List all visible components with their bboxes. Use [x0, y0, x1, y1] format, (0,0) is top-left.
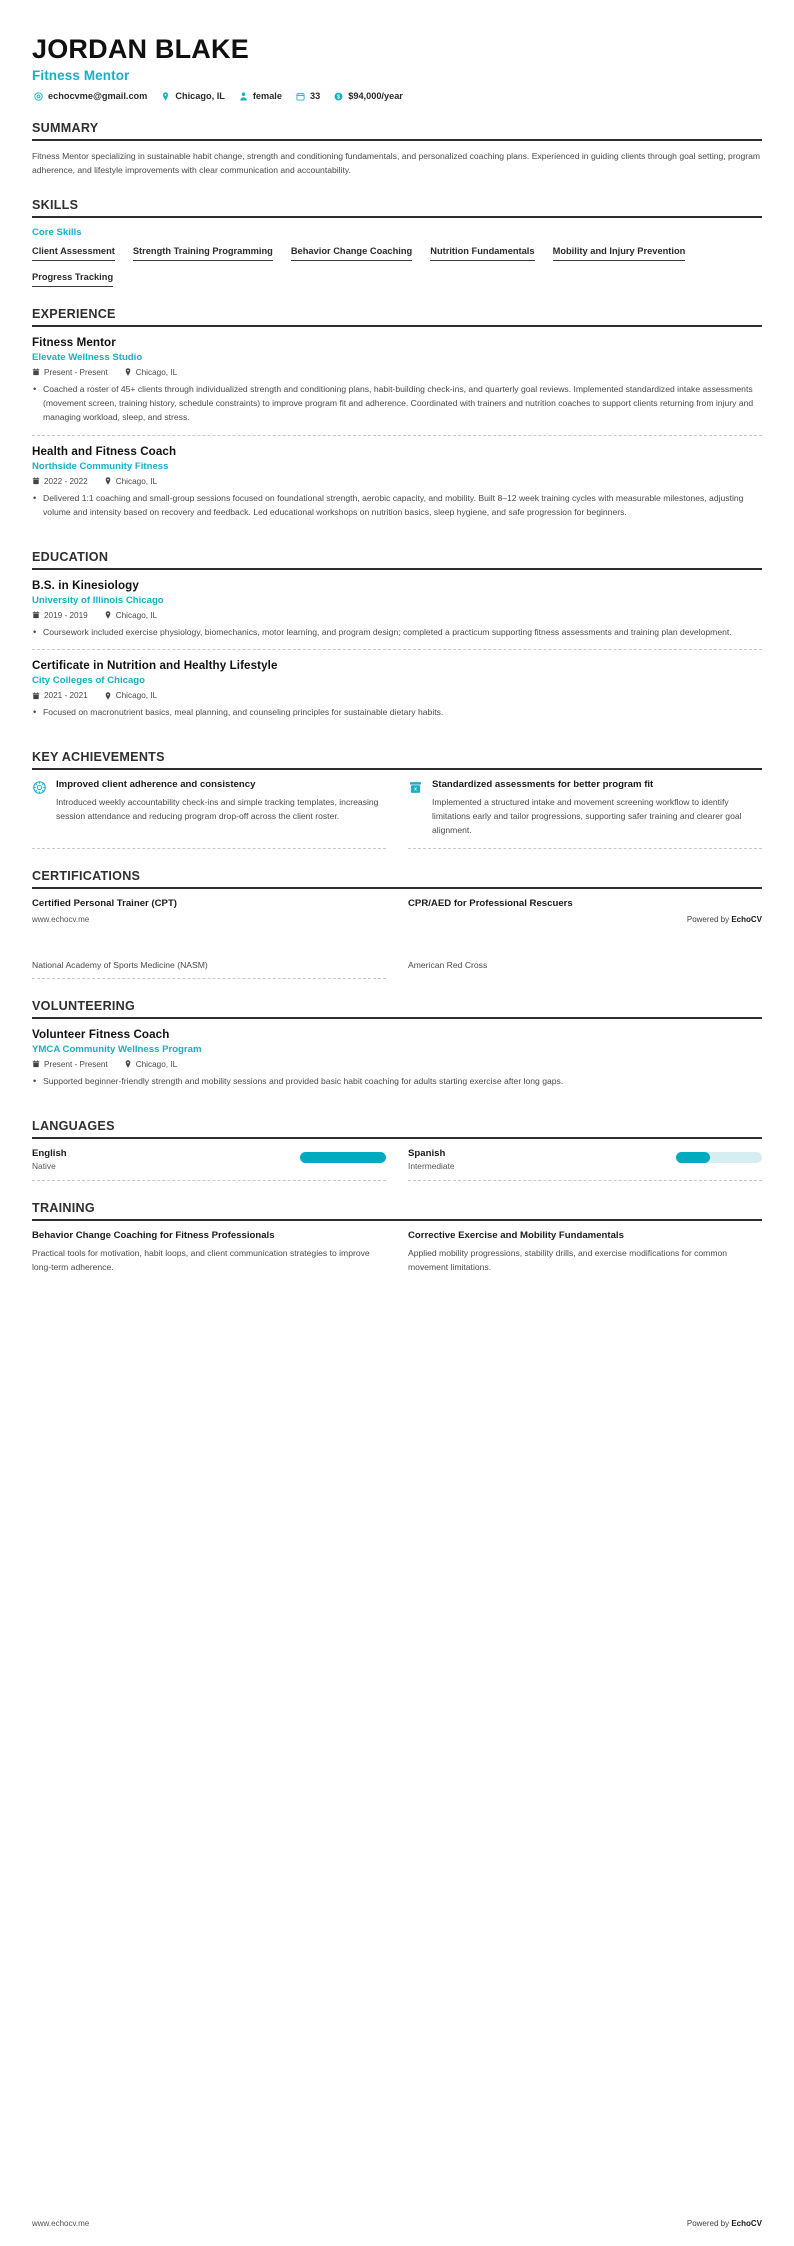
experience-location-value: Chicago, IL	[135, 367, 178, 377]
contact-location	[161, 91, 225, 101]
section-languages	[32, 1119, 762, 1181]
section-title-certifications: CERTIFICATIONS	[32, 868, 141, 883]
education-degree: Certificate in Nutrition and Healthy Lifestyle	[32, 659, 278, 673]
section-title-key-achievements: KEY ACHIEVEMENTS	[32, 750, 165, 765]
certification-issuer: American Red Cross	[408, 959, 488, 970]
contact-location-value: Chicago, IL	[175, 91, 225, 102]
volunteering-dates	[32, 1060, 108, 1069]
svg-text:$: $	[337, 93, 341, 100]
language-name: English	[32, 1147, 67, 1159]
candidate-name: JORDAN BLAKE	[32, 34, 249, 64]
footer-site[interactable]: www.echocv.me	[32, 914, 90, 924]
training-title: Behavior Change Coaching for Fitness Professionals	[32, 1229, 275, 1241]
education-entry	[32, 579, 762, 650]
footer-powered-prefix: Powered by	[686, 914, 732, 924]
location-pin-icon	[104, 692, 112, 700]
education-entry	[32, 649, 762, 730]
languages-grid	[32, 1148, 762, 1181]
language-item	[32, 1148, 386, 1181]
contact-email[interactable]	[34, 91, 147, 101]
skills-group-label: Core Skills	[32, 226, 82, 238]
skill-item: Client Assessment	[32, 246, 115, 261]
section-divider	[32, 568, 762, 570]
key-achievement-description: Implemented a structured intake and movement screening workflow to identify limitations early and tailor progressions, supporting safer training and clearer goal alignment.	[432, 796, 742, 835]
volunteering-location-value: Chicago, IL	[135, 1059, 178, 1069]
clipboard-icon	[408, 780, 423, 795]
education-location-value: Chicago, IL	[115, 691, 158, 701]
experience-dates	[32, 368, 108, 377]
footer-site[interactable]: www.echocv.me	[32, 2219, 90, 2228]
experience-bullets	[32, 383, 762, 425]
key-achievement-item	[32, 779, 386, 848]
education-org: City Colleges of Chicago	[32, 675, 146, 687]
education-dates	[32, 691, 88, 700]
experience-meta	[32, 477, 762, 486]
section-divider	[32, 139, 762, 141]
education-degree: B.S. in Kinesiology	[32, 578, 139, 592]
location-pin-icon	[104, 477, 112, 485]
section-title-education: EDUCATION	[32, 549, 109, 564]
footer-powered-prefix: Powered by	[686, 2219, 732, 2228]
section-certifications	[32, 869, 762, 979]
footer-powered-by	[687, 915, 762, 924]
training-description: Practical tools for motivation, habit loops, and client communication strategies to improve long-term adherence.	[32, 1248, 370, 1273]
dollar-coin-icon	[334, 92, 343, 101]
experience-org: Elevate Wellness Studio	[32, 351, 143, 363]
location-pin-icon	[161, 92, 170, 101]
volunteering-role: Volunteer Fitness Coach	[32, 1027, 170, 1041]
skill-item: Progress Tracking	[32, 272, 113, 287]
calendar-icon	[296, 92, 305, 101]
email-icon	[34, 92, 43, 101]
education-dates-value: 2019 - 2019	[44, 610, 88, 620]
training-item	[32, 1230, 386, 1276]
skill-item: Mobility and Injury Prevention	[553, 246, 686, 261]
calendar-icon	[32, 368, 40, 376]
bullet-item: • Coursework included exercise physiology, biomechanics, motor learning, and program design; completed a practicum supporting fitness assessments and training plan development.	[32, 626, 762, 640]
skill-item: Strength Training Programming	[133, 246, 273, 261]
section-training	[32, 1201, 762, 1276]
experience-location	[104, 477, 157, 486]
experience-org: Northside Community Fitness	[32, 460, 169, 472]
section-skills	[32, 198, 762, 287]
language-proficiency-fill	[300, 1152, 386, 1163]
section-title-volunteering: VOLUNTEERING	[32, 998, 136, 1013]
footer-brand: EchoCV	[731, 914, 762, 924]
section-title-languages: LANGUAGES	[32, 1118, 115, 1133]
section-education	[32, 550, 762, 731]
section-title-summary: SUMMARY	[32, 121, 99, 136]
contact-row	[32, 91, 762, 101]
skill-list	[32, 246, 762, 287]
section-divider	[32, 887, 762, 889]
certifications-names-row	[32, 898, 762, 909]
key-achievement-item	[408, 779, 762, 848]
certification-name: Certified Personal Trainer (CPT)	[32, 897, 178, 909]
section-title-experience: EXPERIENCE	[32, 306, 116, 321]
volunteering-meta	[32, 1060, 762, 1069]
certifications-issuers-row	[32, 960, 762, 979]
section-volunteering	[32, 999, 762, 1099]
contact-age-value: 33	[309, 91, 321, 102]
experience-meta	[32, 368, 762, 377]
experience-role: Health and Fitness Coach	[32, 444, 177, 458]
gear-icon	[32, 780, 47, 795]
skill-item: Behavior Change Coaching	[291, 246, 412, 261]
language-proficiency-fill	[676, 1152, 710, 1163]
experience-bullets	[32, 492, 762, 520]
section-divider	[32, 325, 762, 327]
experience-dates	[32, 477, 88, 486]
location-pin-icon	[124, 1060, 132, 1068]
experience-dates-value: Present - Present	[44, 367, 108, 377]
section-divider	[32, 1137, 762, 1139]
certification-issuer: National Academy of Sports Medicine (NASM)	[32, 960, 386, 979]
calendar-icon	[32, 1060, 40, 1068]
candidate-job-title: Fitness Mentor	[32, 68, 130, 84]
contact-email-value: echocvme@gmail.com	[48, 91, 148, 102]
summary-text: Fitness Mentor specializing in sustainable habit change, strength and conditioning fundamentals, and personalized coaching plans. Experienced in guiding clients through goal setting, program adherence, and lifestyle improvements with clear communication and accountability.	[32, 151, 761, 175]
location-pin-icon	[104, 611, 112, 619]
contact-age	[296, 91, 320, 101]
education-bullets	[32, 626, 762, 640]
calendar-icon	[32, 477, 40, 485]
bullet-item: • Delivered 1:1 coaching and small-group sessions focused on foundational strength, aerobic capacity, and mobility. Built 8–12 week training cycles with measurable milestones, adjusting volume and intensity based on recovery and feedback. Led educational workshops on nutrition basics, sleep hygiene, and safe progression for beginners.	[32, 492, 762, 520]
education-location	[104, 611, 157, 620]
experience-location	[124, 368, 177, 377]
section-title-training: TRAINING	[32, 1200, 95, 1215]
training-item	[408, 1230, 762, 1276]
experience-entry	[32, 435, 762, 530]
key-achievement-title: Standardized assessments for better program fit	[432, 779, 654, 791]
section-divider	[32, 1017, 762, 1019]
language-proficiency-bar	[676, 1152, 762, 1163]
section-title-skills: SKILLS	[32, 197, 79, 212]
volunteering-bullets	[32, 1075, 762, 1089]
contact-gender-value: female	[252, 91, 282, 102]
education-location	[104, 691, 157, 700]
key-achievement-title: Improved client adherence and consistency	[56, 779, 256, 791]
section-experience	[32, 307, 762, 530]
certification-name: CPR/AED for Professional Rescuers	[408, 897, 573, 909]
experience-role: Fitness Mentor	[32, 335, 116, 349]
skill-item: Nutrition Fundamentals	[430, 246, 534, 261]
section-divider	[32, 216, 762, 218]
experience-entry	[32, 336, 762, 435]
education-bullets	[32, 706, 762, 720]
bullet-item: • Coached a roster of 45+ clients through individualized strength and conditioning plans, habit-building check-ins, and quarterly goal reviews. Implemented standardized intake assessments (movement screen, training history, schedule constraints) to improve program fit and adherence. Coordinated with trainers and nutrition coaches to support clients returning from injury and managing workload, sleep, and stress.	[32, 383, 762, 425]
language-item	[408, 1148, 762, 1181]
location-pin-icon	[124, 368, 132, 376]
experience-dates-value: 2022 - 2022	[44, 476, 88, 486]
education-org: University of Illinois Chicago	[32, 594, 164, 606]
language-proficiency-bar	[300, 1152, 386, 1163]
education-dates-value: 2021 - 2021	[44, 691, 88, 701]
calendar-icon	[32, 611, 40, 619]
section-summary	[32, 121, 762, 178]
language-level: Native	[32, 1160, 56, 1171]
bullet-item: • Focused on macronutrient basics, meal planning, and counseling principles for sustainable dietary habits.	[32, 706, 762, 720]
education-location-value: Chicago, IL	[115, 610, 158, 620]
bullet-item: • Supported beginner-friendly strength and mobility sessions and provided basic habit coaching for adults starting exercise after long gaps.	[32, 1075, 762, 1089]
education-dates	[32, 611, 88, 620]
resume-header	[32, 0, 762, 101]
training-description: Applied mobility progressions, stability drills, and exercise modifications for common movement limitations.	[408, 1248, 728, 1273]
key-achievements-grid	[32, 779, 762, 848]
training-title: Corrective Exercise and Mobility Fundamentals	[408, 1229, 624, 1241]
volunteering-org: YMCA Community Wellness Program	[32, 1043, 202, 1055]
volunteering-dates-value: Present - Present	[44, 1059, 108, 1069]
education-meta	[32, 691, 762, 700]
calendar-icon	[32, 692, 40, 700]
experience-location-value: Chicago, IL	[115, 476, 158, 486]
language-level: Intermediate	[408, 1160, 455, 1171]
key-achievement-description: Introduced weekly accountability check-ins and simple tracking templates, increasing session attendance and reducing program drop-off across the client roster.	[56, 796, 379, 821]
volunteering-location	[124, 1060, 177, 1069]
volunteering-entry	[32, 1028, 762, 1099]
svg-text:x: x	[414, 786, 417, 793]
education-meta	[32, 611, 762, 620]
footer-brand: EchoCV	[731, 2219, 762, 2228]
section-key-achievements	[32, 750, 762, 848]
page-footer	[32, 909, 762, 924]
contact-salary-value: $94,000/year	[348, 91, 403, 102]
contact-gender	[239, 91, 282, 101]
section-divider	[32, 1219, 762, 1221]
person-icon	[239, 92, 248, 101]
document-footer	[32, 2219, 762, 2228]
language-name: Spanish	[408, 1147, 446, 1159]
section-divider	[32, 768, 762, 770]
footer-powered-by	[687, 2219, 762, 2228]
contact-salary	[334, 91, 403, 101]
training-grid	[32, 1230, 762, 1276]
